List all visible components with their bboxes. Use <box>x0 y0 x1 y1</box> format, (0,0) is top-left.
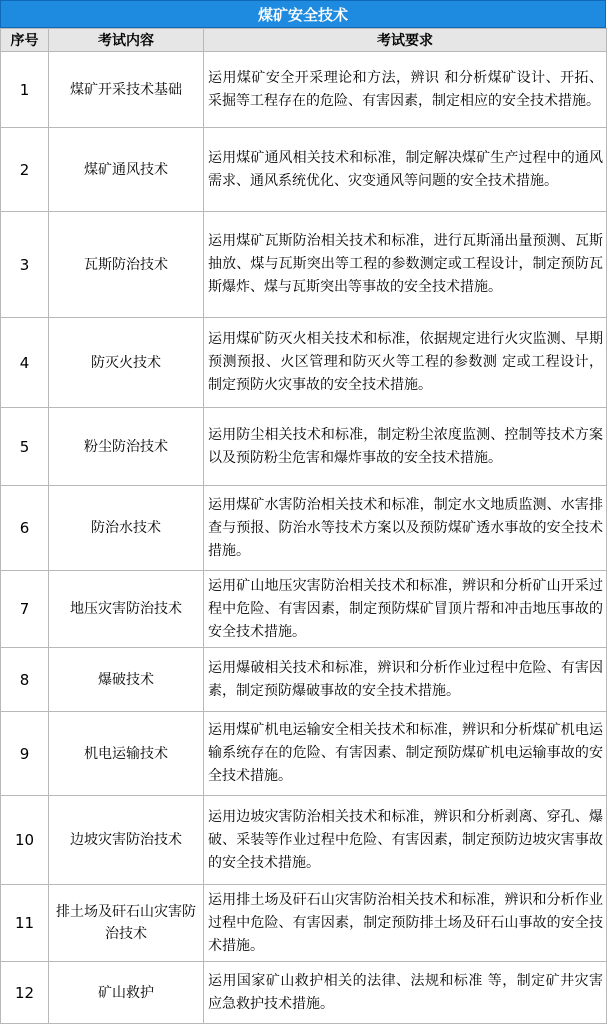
table-row <box>1 712 607 796</box>
row-subject: 瓦斯防治技术 <box>49 212 204 318</box>
table-row <box>1 962 607 1024</box>
row-number: 2 <box>1 128 49 212</box>
row-number: 9 <box>1 712 49 796</box>
row-requirement: 运用煤矿水害防治相关技术和标准，制定水文地质监测、水害排查与预报、防治水等技术方案以及预防煤矿透水事故的安全技术措施。 <box>204 486 607 571</box>
row-requirement: 运用煤矿通风相关技术和标准，制定解决煤矿生产过程中的通风需求、通风系统优化、灾变通风等问题的安全技术措施。 <box>204 128 607 212</box>
row-subject: 煤矿通风技术 <box>49 128 204 212</box>
row-requirement: 运用排土场及矸石山灾害防治相关技术和标准，辨识和分析作业过程中危险、有害因素，制定预防排土场及矸石山事故的安全技术措施。 <box>204 885 607 962</box>
row-subject: 边坡灾害防治技术 <box>49 796 204 885</box>
row-number: 10 <box>1 796 49 885</box>
row-requirement: 运用煤矿安全开采理论和方法，辨识 和分析煤矿设计、开拓、采掘等工程存在的危险、有害因素，制定相应的安全技术措施。 <box>204 52 607 128</box>
row-number: 11 <box>1 885 49 962</box>
table-row <box>1 486 607 571</box>
row-requirement: 运用煤矿瓦斯防治相关技术和标准，进行瓦斯涌出量预测、瓦斯抽放、煤与瓦斯突出等工程的参数测定或工程设计，制定预防瓦斯爆炸、煤与瓦斯突出等事故的安全技术措施。 <box>204 212 607 318</box>
table-row <box>1 52 607 128</box>
row-subject: 爆破技术 <box>49 648 204 712</box>
table-row <box>1 212 607 318</box>
row-subject: 矿山救护 <box>49 962 204 1024</box>
row-requirement: 运用煤矿机电运输安全相关技术和标准，辨识和分析煤矿机电运输系统存在的危险、有害因素、制定预防煤矿机电运输事故的安全技术措施。 <box>204 712 607 796</box>
row-requirement: 运用煤矿防灭火相关技术和标准，依据规定进行火灾监测、早期预测预报、火区管理和防灭火等工程的参数测 定或工程设计，制定预防火灾事故的安全技术措施。 <box>204 318 607 408</box>
row-number: 3 <box>1 212 49 318</box>
row-subject: 粉尘防治技术 <box>49 408 204 486</box>
table-row <box>1 128 607 212</box>
row-subject: 防治水技术 <box>49 486 204 571</box>
row-requirement: 运用矿山地压灾害防治相关技术和标准，辨识和分析矿山开采过程中危险、有害因素，制定预防煤矿冒顶片帮和冲击地压事故的安全技术措施。 <box>204 571 607 648</box>
table-row <box>1 648 607 712</box>
exam-table <box>0 28 607 1024</box>
row-subject: 排土场及矸石山灾害防治技术 <box>49 885 204 962</box>
row-requirement: 运用边坡灾害防治相关技术和标准，辨识和分析剥离、穿孔、爆破、采装等作业过程中危险、有害因素，制定预防边坡灾害事故的安全技术措施。 <box>204 796 607 885</box>
row-subject: 煤矿开采技术基础 <box>49 52 204 128</box>
table-row <box>1 571 607 648</box>
table-row <box>1 796 607 885</box>
row-number: 12 <box>1 962 49 1024</box>
row-requirement: 运用防尘相关技术和标准，制定粉尘浓度监测、控制等技术方案以及预防粉尘危害和爆炸事故的安全技术措施。 <box>204 408 607 486</box>
header-number: 序号 <box>1 29 49 52</box>
row-number: 8 <box>1 648 49 712</box>
header-row <box>1 29 607 52</box>
row-subject: 防灭火技术 <box>49 318 204 408</box>
table-row <box>1 885 607 962</box>
table-title: 煤矿安全技术 <box>0 0 606 28</box>
table-row <box>1 408 607 486</box>
row-requirement: 运用国家矿山救护相关的法律、法规和标准 等，制定矿井灾害应急救护技术措施。 <box>204 962 607 1024</box>
header-subject: 考试内容 <box>49 29 204 52</box>
row-subject: 地压灾害防治技术 <box>49 571 204 648</box>
row-number: 7 <box>1 571 49 648</box>
table-row <box>1 318 607 408</box>
row-number: 1 <box>1 52 49 128</box>
row-number: 5 <box>1 408 49 486</box>
row-number: 6 <box>1 486 49 571</box>
row-number: 4 <box>1 318 49 408</box>
row-requirement: 运用爆破相关技术和标准，辨识和分析作业过程中危险、有害因素，制定预防爆破事故的安全技术措施。 <box>204 648 607 712</box>
header-requirement: 考试要求 <box>204 29 607 52</box>
row-subject: 机电运输技术 <box>49 712 204 796</box>
